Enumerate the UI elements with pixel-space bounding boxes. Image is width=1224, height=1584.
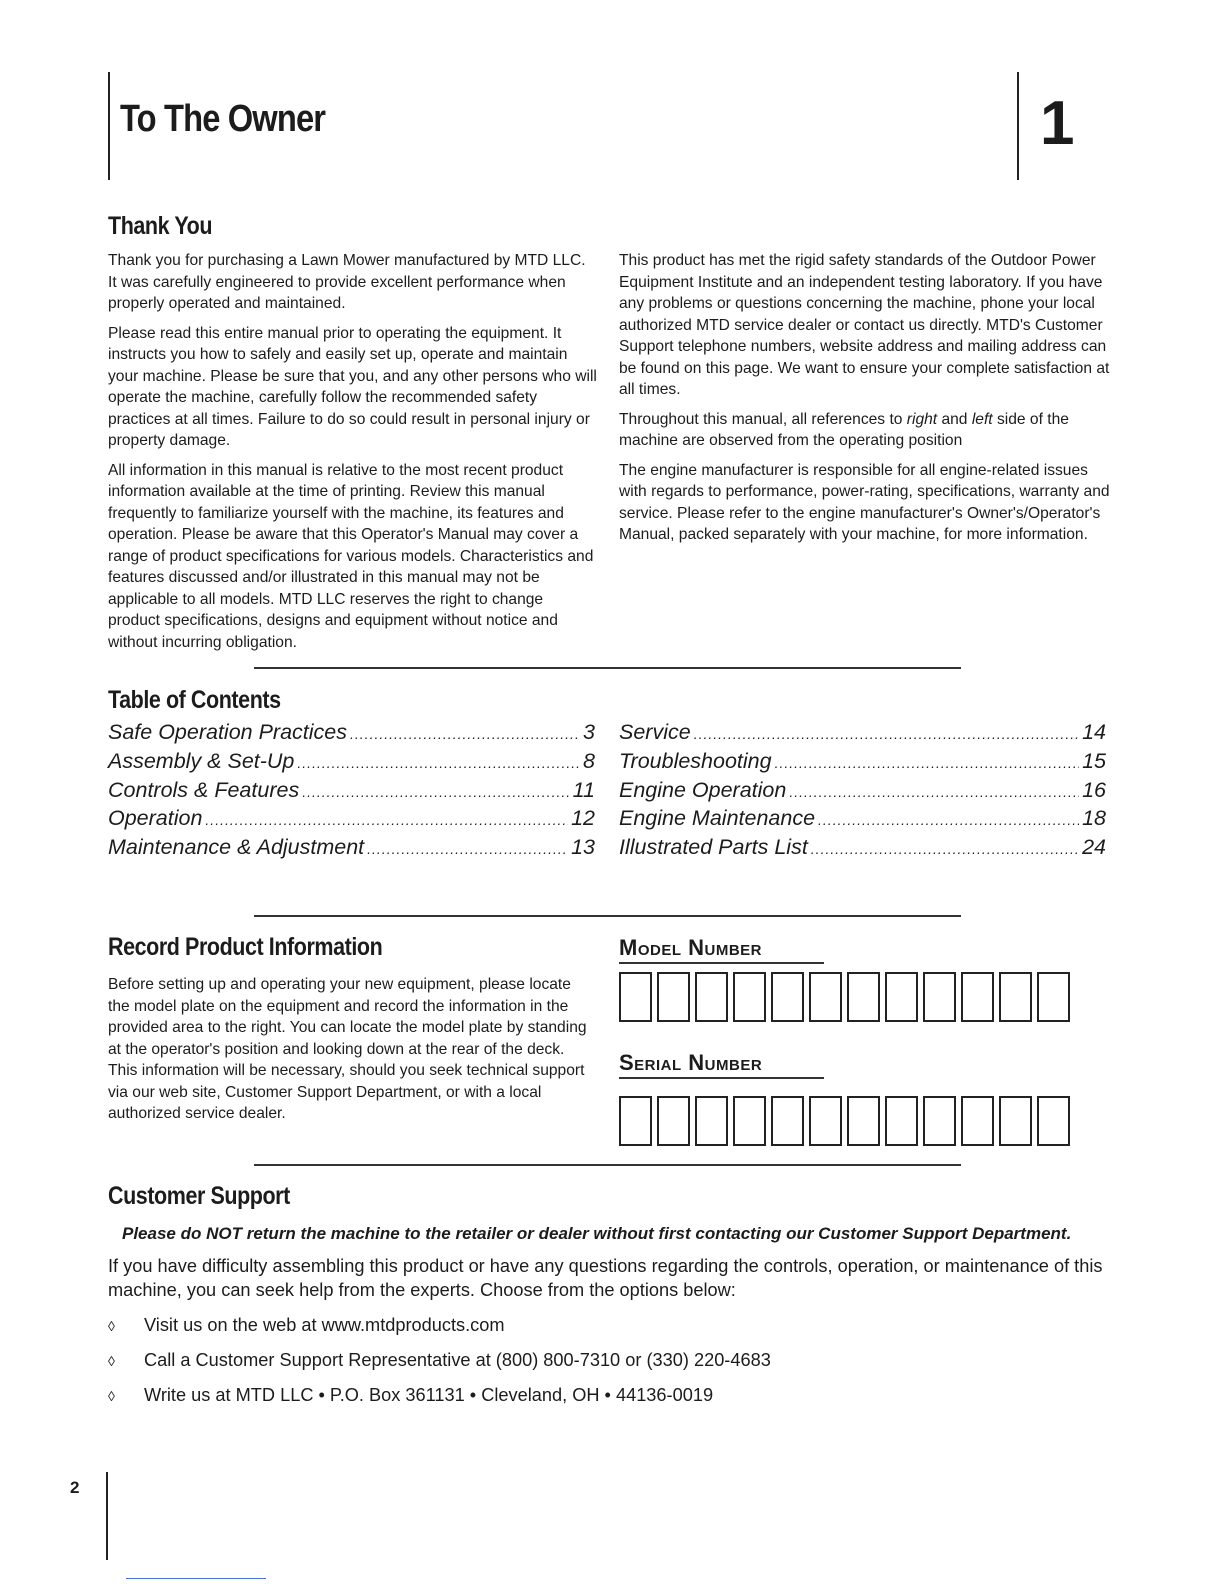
serial-digit-box[interactable] <box>885 1096 918 1146</box>
page-number: 2 <box>70 1478 80 1497</box>
model-digit-box[interactable] <box>771 972 804 1022</box>
toc-entry-page: 15 <box>1082 748 1106 773</box>
divider <box>254 915 961 917</box>
divider <box>254 667 961 669</box>
support-option-text: Write us at MTD LLC • P.O. Box 361131 • Cleveland, OH • 44136-0019 <box>144 1385 714 1405</box>
toc-entry-page: 12 <box>571 806 595 831</box>
toc-title: Table of Contents <box>108 686 281 714</box>
toc-entry-label: Assembly & Set-Up <box>108 748 295 773</box>
thank-you-paragraph: This product has met the rigid safety standards of the Outdoor Power Equipment Institute and an independent testing laboratory. If you have any problems or questions concerning the machine, phone your local authorized MTD service dealer or contact us directly. MTD's Customer Support telephone numbers, website address and mailing address can be found on this page. We want to ensure your complete satisfaction at all times. <box>619 252 1110 398</box>
serial-digit-box[interactable] <box>657 1096 690 1146</box>
model-number-boxes[interactable] <box>619 972 1070 1022</box>
toc-entry-label: Controls & Features <box>108 777 300 802</box>
toc-entry-page: 8 <box>583 748 595 773</box>
orientation-text: and <box>937 410 972 428</box>
toc-entry-label: Operation <box>108 806 203 831</box>
model-number-label: Model Number <box>619 935 762 960</box>
model-digit-box[interactable] <box>619 972 652 1022</box>
toc-leader <box>775 749 1079 778</box>
footer-underline <box>126 1578 266 1579</box>
toc-entry[interactable] <box>108 833 595 862</box>
toc-entry[interactable] <box>619 718 1106 747</box>
toc-entry[interactable] <box>108 718 595 747</box>
serial-number-boxes[interactable] <box>619 1096 1070 1146</box>
thank-you-paragraph: All information in this manual is relative to the most recent product information available at the time of printing. Review this manual frequently to familiarize yourself with the machine, its features and operation. Please be aware that this Operator's Manual may cover a range of product specifications for various models. Characteristics and features discussed and/or illustrated in this manual may not be applicable to all models. MTD LLC reserves the right to change product specifications, designs and equipment without notice and without incurring obligation. <box>108 461 594 651</box>
toc-entry-label: Illustrated Parts List <box>619 835 808 860</box>
chapter-title: To The Owner <box>120 98 326 140</box>
toc-entry-label: Service <box>619 720 691 744</box>
thank-you-left-column <box>108 250 598 661</box>
model-digit-box[interactable] <box>923 972 956 1022</box>
diamond-icon: ◊ <box>108 1388 115 1404</box>
support-title: Customer Support <box>108 1182 290 1210</box>
model-digit-box[interactable] <box>695 972 728 1022</box>
support-option <box>108 1385 713 1406</box>
toc-leader <box>367 835 568 864</box>
divider <box>254 1164 961 1166</box>
toc-entry-label: Engine Operation <box>619 777 787 802</box>
record-text: Before setting up and operating your new equipment, please locate the model plate on the equipment and record the information in the provided area to the right. You can locate the model plate by standing at the operator's position and looking down at the rear of the deck. This information will be necessary, should you seek technical support via our web site, Customer Support Department, or with a local authorized service dealer. <box>108 976 587 1122</box>
toc-right-column <box>619 718 1106 862</box>
toc-leader <box>818 806 1079 835</box>
serial-number-label: Serial Number <box>619 1050 763 1075</box>
serial-digit-box[interactable] <box>923 1096 956 1146</box>
model-digit-box[interactable] <box>809 972 842 1022</box>
serial-digit-box[interactable] <box>961 1096 994 1146</box>
toc-entry-page: 14 <box>1082 720 1106 744</box>
toc-leader <box>205 806 568 835</box>
model-digit-box[interactable] <box>1037 972 1070 1022</box>
support-option <box>108 1315 505 1336</box>
toc-entry-page: 16 <box>1082 777 1106 802</box>
toc-entry[interactable] <box>619 747 1106 776</box>
toc-entry-page: 13 <box>571 835 595 860</box>
model-digit-box[interactable] <box>999 972 1032 1022</box>
toc-entry-label: Engine Maintenance <box>619 806 816 831</box>
chapter-number: 1 <box>1040 89 1075 158</box>
model-digit-box[interactable] <box>847 972 880 1022</box>
toc-entry[interactable] <box>108 804 595 833</box>
support-intro: If you have difficulty assembling this product or have any questions regarding the controls, operation, or maintenance of this machine, you can seek help from the experts. Choose from the options below: <box>108 1256 1103 1300</box>
toc-leader <box>350 720 580 749</box>
thank-you-right-column <box>619 250 1111 554</box>
toc-entry[interactable] <box>108 776 595 805</box>
toc-leader <box>297 749 580 778</box>
support-notice: Please do NOT return the machine to the retailer or dealer without first contacting our Customer Support Department. <box>122 1224 1072 1243</box>
toc-leader <box>694 720 1079 749</box>
thank-you-paragraph: Please read this entire manual prior to operating the equipment. It instructs you how to safely and easily set up, operate and maintain your machine. Please be sure that you, and any other persons who will operate the machine, carefully follow the recommended safety practices at all times. Failure to do so could result in personal injury or property damage. <box>108 324 597 449</box>
model-label-underline <box>619 962 824 964</box>
serial-digit-box[interactable] <box>809 1096 842 1146</box>
toc-entry-page: 24 <box>1082 835 1106 860</box>
toc-leader <box>789 778 1079 807</box>
orientation-text: Throughout this manual, all references to <box>619 410 907 428</box>
toc-entry-page: 11 <box>572 777 595 802</box>
thank-you-paragraph: The engine manufacturer is responsible for all engine-related issues with regards to performance, power-rating, specifications, warranty and service. Please refer to the engine manufacturer's Owner's/Operator's Manual, packed separately with your machine, for more information. <box>619 461 1110 543</box>
record-title: Record Product Information <box>108 933 383 961</box>
thank-you-title: Thank You <box>108 212 213 240</box>
toc-entry-label: Maintenance & Adjustment <box>108 835 365 860</box>
footer-bar <box>106 1472 108 1560</box>
orientation-text: side of the machine are observed from the operating position <box>619 410 1069 449</box>
left-word: left <box>971 410 993 428</box>
toc-entry[interactable] <box>619 833 1106 862</box>
support-option <box>108 1350 771 1371</box>
thank-you-paragraph: Thank you for purchasing a Lawn Mower manufactured by MTD LLC. It was carefully engineered to provide excellent performance when properly operated and maintained. <box>108 252 586 312</box>
support-option-text: Call a Customer Support Representative at (800) 800-7310 or (330) 220-4683 <box>144 1350 771 1370</box>
toc-leader <box>811 835 1079 864</box>
serial-digit-box[interactable] <box>1037 1096 1070 1146</box>
serial-digit-box[interactable] <box>847 1096 880 1146</box>
serial-digit-box[interactable] <box>733 1096 766 1146</box>
toc-entry[interactable] <box>619 804 1106 833</box>
serial-digit-box[interactable] <box>999 1096 1032 1146</box>
right-word: right <box>906 410 938 428</box>
model-digit-box[interactable] <box>657 972 690 1022</box>
header-left-bar <box>108 72 110 180</box>
toc-leader <box>302 778 569 807</box>
toc-entry[interactable] <box>619 776 1106 805</box>
model-digit-box[interactable] <box>733 972 766 1022</box>
toc-entry-page: 18 <box>1082 806 1106 831</box>
model-digit-box[interactable] <box>885 972 918 1022</box>
serial-digit-box[interactable] <box>619 1096 652 1146</box>
orientation-paragraph <box>619 409 1111 452</box>
serial-label-underline <box>619 1077 824 1079</box>
model-digit-box[interactable] <box>961 972 994 1022</box>
diamond-icon: ◊ <box>108 1318 115 1334</box>
serial-digit-box[interactable] <box>771 1096 804 1146</box>
toc-entry[interactable] <box>108 747 595 776</box>
serial-digit-box[interactable] <box>695 1096 728 1146</box>
toc-left-column <box>108 718 595 862</box>
header-right-bar <box>1017 72 1019 180</box>
toc-entry-label: Safe Operation Practices <box>108 720 348 744</box>
diamond-icon: ◊ <box>108 1353 115 1369</box>
toc-entry-label: Troubleshooting <box>619 748 772 773</box>
support-option-text[interactable]: Visit us on the web at www.mtdproducts.com <box>144 1315 505 1335</box>
toc-entry-page: 3 <box>583 720 595 744</box>
